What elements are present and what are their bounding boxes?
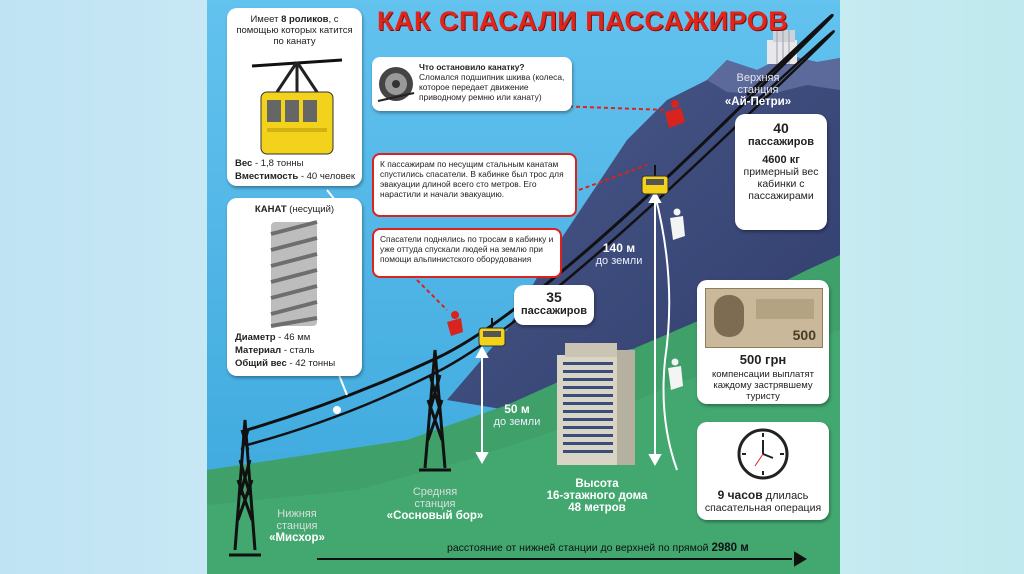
passengers-40-label: пассажиров xyxy=(747,136,814,148)
banknote-image xyxy=(705,288,823,348)
passengers-40-card xyxy=(735,114,827,230)
height-140-value: 140 м xyxy=(602,241,636,255)
passengers-35-label: пассажиров xyxy=(520,305,587,317)
distance-text: расстояние от нижней станции до верхней по прямой xyxy=(447,542,712,554)
height-140-text: до земли xyxy=(595,255,643,267)
cabin-intro-pre: Имеет xyxy=(250,14,282,25)
reason-question: Что остановило канатку? xyxy=(419,62,525,72)
cable-title-rest: (несущий) xyxy=(286,204,335,215)
passengers-35-count: 35 xyxy=(546,289,562,305)
building-height-label xyxy=(532,478,662,514)
cabin-intro-post: , с помощью которых катится по канату xyxy=(236,14,353,47)
cable-total-weight xyxy=(235,358,360,369)
duration-text: спасательная операция xyxy=(704,502,822,514)
upper-station-label xyxy=(723,72,793,108)
banknote-pattern xyxy=(756,299,814,319)
cable-diameter-value: - 46 мм xyxy=(275,332,311,343)
upper-station-name: «Ай-Петри» xyxy=(724,96,792,108)
rescue-note-2 xyxy=(372,228,562,278)
cable-material xyxy=(235,345,360,356)
duration-hours-rest: длилась xyxy=(762,490,809,502)
cable-info-card xyxy=(227,198,362,376)
rescue-note-1-text: К пассажирам по несущим стальным канатам спустились спасатели. В кабинке был трос для эвакуации длиной всего сто метров. Его нарастили и начали эвакуацию. xyxy=(380,159,564,199)
apartment-building xyxy=(557,343,635,465)
duration-hours xyxy=(697,488,829,502)
cable-title-bold: КАНАТ xyxy=(254,204,287,215)
height-50-label xyxy=(487,403,547,428)
cable-diameter-label: Диаметр xyxy=(235,332,276,343)
distance-label xyxy=(447,542,807,554)
cabin-intro xyxy=(231,14,358,47)
cable-illustration xyxy=(267,220,322,328)
compensation-text: компенсации выплатят каждому застрявшему туристу xyxy=(712,369,814,402)
cable-material-value: - сталь xyxy=(281,345,315,356)
clock-icon xyxy=(737,428,789,480)
building-line1: Высота xyxy=(575,478,619,490)
page-title: КАК СПАСАЛИ ПАССАЖИРОВ xyxy=(377,6,789,36)
duration-card xyxy=(697,422,829,520)
distance-value: 2980 м xyxy=(711,542,749,554)
cabin-weight xyxy=(235,158,360,169)
height-50-value: 50 м xyxy=(504,402,530,416)
cabin-weight-label: Вес xyxy=(235,158,253,169)
building-line2: 16-этажного дома xyxy=(546,490,648,502)
duration-hours-bold: 9 часов xyxy=(717,488,763,502)
lower-station-name: «Мисхор» xyxy=(269,532,325,544)
compensation-amount: 500 грн xyxy=(739,352,787,367)
middle-station-line1: Средняя xyxy=(412,486,458,498)
cabin-info-card xyxy=(227,8,362,186)
cabin-weight-value: - 1,8 тонны xyxy=(252,158,304,169)
rescue-note-1 xyxy=(372,153,577,217)
cabin-illustration xyxy=(247,48,347,158)
rescue-note-2-text: Спасатели поднялись по тросам в кабинку и уже оттуда спускали людей на землю при помощи альпинистского оборудования xyxy=(380,234,554,264)
upper-station-line1: Верхняя xyxy=(736,72,780,84)
cable-material-label: Материал xyxy=(235,345,282,356)
passengers-40-count: 40 xyxy=(773,120,789,136)
reason-answer: Сломался подшипник шкива (колеса, которое передает движение приводному ремню или канату) xyxy=(419,72,565,102)
height-140-label xyxy=(589,242,649,267)
banknote-portrait xyxy=(714,295,744,337)
reason-text xyxy=(419,62,569,102)
cabin-total-weight-text: примерный вес кабинки с пассажирами xyxy=(743,166,819,202)
building-line3: 48 метров xyxy=(568,502,626,514)
cabin-rollers-count: 8 роликов xyxy=(281,14,329,25)
lower-station-label xyxy=(257,508,337,544)
cabin-capacity-label: Вместимость xyxy=(235,171,299,182)
reason-card xyxy=(372,57,572,111)
passengers-35-card xyxy=(514,285,594,325)
lower-station-line1: Нижняя xyxy=(277,508,317,520)
cable-total-value: - 42 тонны xyxy=(286,358,336,369)
infographic-poster xyxy=(207,0,840,574)
banknote-denomination: 500 xyxy=(792,327,816,343)
cabin-capacity-value: - 40 человек xyxy=(298,171,356,182)
lower-station-line2: станция xyxy=(276,520,318,532)
middle-station-name: «Сосновый бор» xyxy=(386,510,484,522)
height-50-text: до земли xyxy=(493,416,541,428)
middle-station-line2: станция xyxy=(414,498,456,510)
cable-total-label: Общий вес xyxy=(235,358,287,369)
cabin-capacity xyxy=(235,171,365,182)
cable-title xyxy=(231,204,358,215)
cabin-total-weight: 4600 кг xyxy=(762,154,800,166)
cable-diameter xyxy=(235,332,360,343)
middle-station-label xyxy=(385,486,485,522)
compensation-card xyxy=(697,280,829,404)
pulley-icon xyxy=(376,63,416,105)
upper-station-line2: станция xyxy=(737,84,779,96)
